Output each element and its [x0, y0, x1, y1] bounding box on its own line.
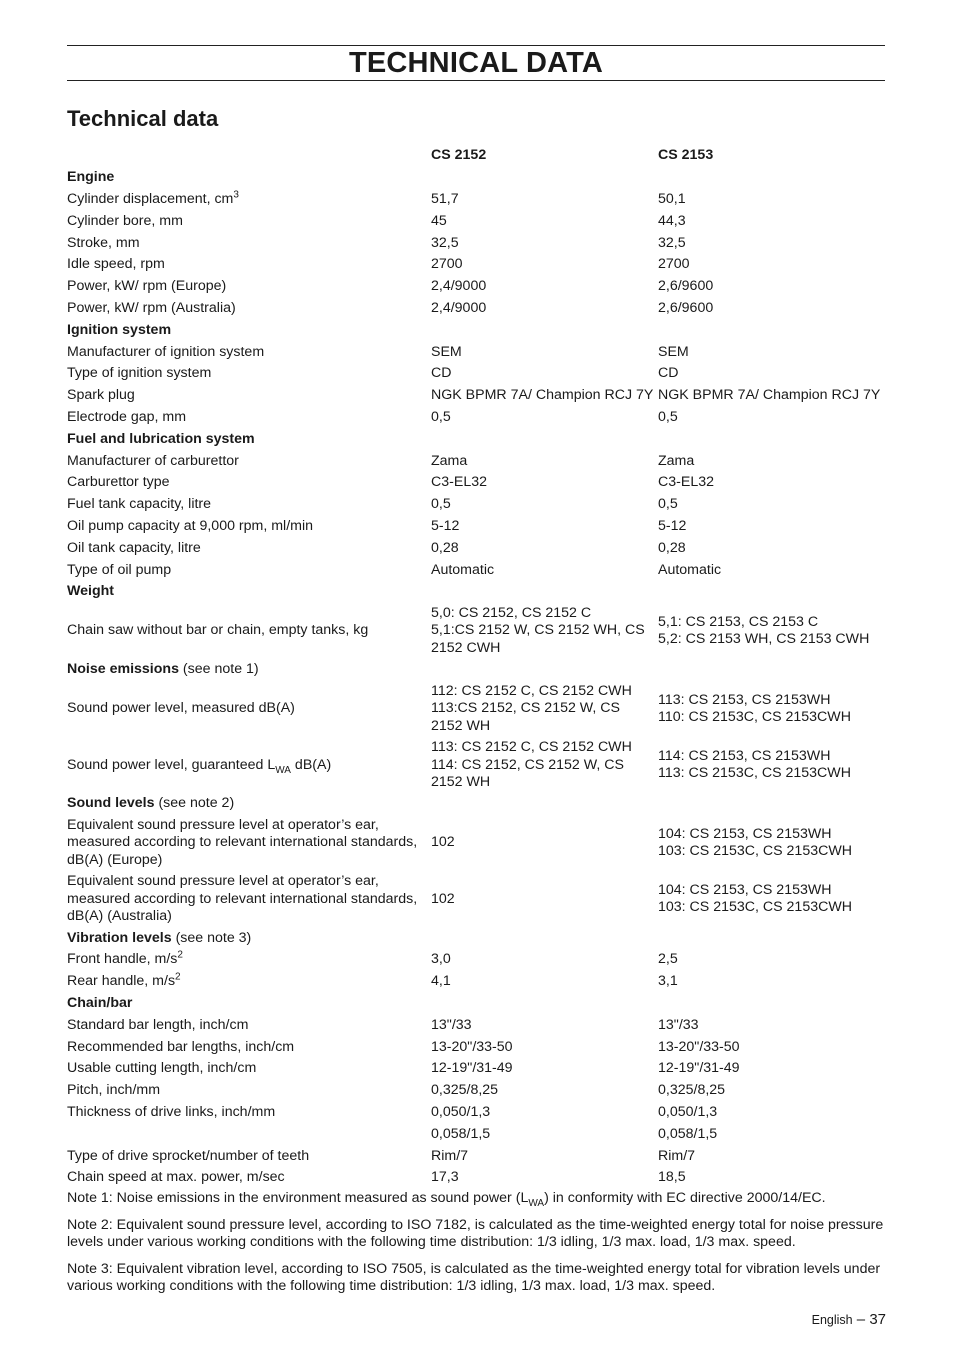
spec-label-text: Recommended bar lengths, inch/cm	[67, 1038, 295, 1055]
section-heading-note: (see note 2)	[154, 795, 235, 812]
spec-label-text: Type of drive sprocket/number of teeth	[67, 1147, 310, 1164]
spec-label-text: Cylinder bore, mm	[67, 212, 183, 229]
empty-cell	[431, 429, 658, 451]
value-model-a	[431, 681, 658, 737]
model-header-empty	[67, 145, 431, 167]
page-header	[67, 45, 885, 81]
value-b-line: 104: CS 2153, CS 2153WH	[658, 825, 832, 842]
value-model-a: 32,5	[431, 234, 459, 251]
spec-label-text: Sound power level, measured dB(A)	[67, 700, 295, 717]
spec-label	[67, 681, 431, 737]
note-1-suffix: ) in conformity with EC directive 2000/14/EC.	[544, 1190, 826, 1206]
section-heading	[67, 793, 431, 815]
value-model-a: 13-20"/33-50	[431, 1038, 513, 1055]
section-heading-row	[67, 659, 887, 681]
value-model-a: NGK BPMR 7A/ Champion RCJ 7Y	[431, 387, 654, 404]
empty-cell	[431, 167, 658, 189]
subscript: WA	[275, 764, 291, 776]
value-model-b: Automatic	[658, 561, 722, 578]
section-heading-row	[67, 581, 887, 603]
value-model-b: Zama	[658, 452, 695, 469]
value-model-b: 0,5	[658, 496, 678, 513]
value-model-a: 0,050/1,3	[431, 1104, 491, 1121]
spec-label	[67, 363, 431, 385]
spec-row	[67, 1145, 887, 1167]
spec-label	[67, 1036, 431, 1058]
spec-row	[67, 298, 887, 320]
spec-label	[67, 971, 431, 993]
spec-label-text: Oil tank capacity, litre	[67, 539, 201, 556]
spec-label-line: dB(A) (Europe)	[67, 851, 163, 868]
section-title: Technical data	[67, 106, 219, 131]
value-model-a	[431, 737, 658, 793]
section-heading-row	[67, 167, 887, 189]
value-model-b: 12-19"/31-49	[658, 1060, 740, 1077]
value-a-line: 5,0: CS 2152, CS 2152 C	[431, 604, 592, 621]
spec-label	[67, 407, 431, 429]
superscript: 2	[175, 971, 181, 983]
spec-label-text: Stroke, mm	[67, 234, 140, 251]
section-heading-text: Weight	[67, 583, 115, 600]
value-model-b	[658, 815, 887, 871]
value-b-line: 113: CS 2153, CS 2153WH	[658, 691, 831, 708]
empty-cell	[658, 927, 887, 949]
value-model-b: 0,5	[658, 408, 678, 425]
spec-label	[67, 189, 431, 211]
value-model-a: 12-19"/31-49	[431, 1060, 513, 1077]
value-model-b: 5-12	[658, 517, 687, 534]
empty-cell	[431, 927, 658, 949]
section-heading-text: Noise emissions	[67, 661, 179, 678]
empty-cell	[431, 659, 658, 681]
spec-label	[67, 737, 431, 793]
value-model-a: 0,058/1,5	[431, 1125, 491, 1142]
spec-label-text: Front handle, m/s	[67, 951, 178, 968]
value-model-a: 4,1	[431, 973, 451, 990]
spec-label	[67, 559, 431, 581]
spec-label-text: Idle speed, rpm	[67, 256, 165, 273]
spec-label-text: Electrode gap, mm	[67, 408, 187, 425]
section-heading-row	[67, 429, 887, 451]
section-heading-text: Vibration levels	[67, 929, 172, 946]
spec-label	[67, 1058, 431, 1080]
spec-row	[67, 1102, 887, 1124]
spec-label-text: Spark plug	[67, 387, 135, 404]
value-model-a: Rim/7	[431, 1147, 469, 1164]
empty-cell	[658, 993, 887, 1015]
spec-row	[67, 254, 887, 276]
spec-label	[67, 341, 431, 363]
value-b-line: 104: CS 2153, CS 2153WH	[658, 881, 832, 898]
spec-label	[67, 298, 431, 320]
section-heading-row	[67, 927, 887, 949]
value-model-b: 13"/33	[658, 1016, 699, 1033]
value-model-a: 0,5	[431, 496, 451, 513]
spec-label-text: Pitch, inch/mm	[67, 1082, 161, 1099]
footer-language: English	[811, 1313, 853, 1327]
empty-cell	[658, 429, 887, 451]
value-a-line: 114: CS 2152, CS 2152 W, CS	[431, 756, 624, 773]
spec-label	[67, 1015, 431, 1037]
value-model-a: 13"/33	[431, 1016, 472, 1033]
section-heading-note: (see note 3)	[171, 929, 252, 946]
spec-label	[67, 871, 431, 927]
spec-label-text: Type of oil pump	[67, 561, 172, 578]
footer-dash: –	[852, 1311, 870, 1328]
spec-row	[67, 971, 887, 993]
empty-cell	[658, 167, 887, 189]
value-model-a: 5-12	[431, 517, 460, 534]
value-model-b: 0,325/8,25	[658, 1082, 726, 1099]
value-model-a: 51,7	[431, 190, 459, 207]
value-model-b: 13-20"/33-50	[658, 1038, 740, 1055]
spec-label-text: Oil pump capacity at 9,000 rpm, ml/min	[67, 517, 314, 534]
spec-label-text: Power, kW/ rpm (Europe)	[67, 278, 227, 295]
spec-label	[67, 211, 431, 233]
value-model-b: 0,28	[658, 539, 686, 556]
value-a-line: 113:CS 2152, CS 2152 W, CS	[431, 700, 621, 717]
spec-label-text: Fuel tank capacity, litre	[67, 496, 212, 513]
value-model-a: 0,28	[431, 539, 459, 556]
value-model-b: C3-EL32	[658, 474, 714, 491]
spec-row	[67, 1080, 887, 1102]
spec-row	[67, 559, 887, 581]
spec-row	[67, 681, 887, 737]
value-model-b	[658, 737, 887, 793]
spec-row	[67, 603, 887, 659]
value-b-line: 114: CS 2153, CS 2153WH	[658, 747, 831, 764]
spec-label-text: Chain saw without bar or chain, empty tanks, kg	[67, 622, 369, 639]
value-a-line: 2152 CWH	[431, 639, 501, 656]
spec-row	[67, 538, 887, 560]
value-model-a: 45	[431, 212, 447, 229]
spec-label-text: Manufacturer of ignition system	[67, 343, 265, 360]
spec-label-text: Manufacturer of carburettor	[67, 452, 239, 469]
spec-label-text: Chain speed at max. power, m/sec	[67, 1169, 285, 1186]
value-model-a: 2,4/9000	[431, 299, 487, 316]
spec-label-text: Sound power level, guaranteed L	[67, 756, 276, 773]
superscript: 2	[177, 949, 183, 961]
spec-label-line: measured according to relevant international standards,	[67, 834, 418, 851]
spec-row	[67, 385, 887, 407]
empty-cell	[658, 793, 887, 815]
spec-row	[67, 871, 887, 927]
page-footer	[812, 1311, 886, 1328]
value-model-b: 44,3	[658, 212, 686, 229]
model-b-header: CS 2153	[658, 147, 714, 164]
spec-row	[67, 516, 887, 538]
value-b-line: 5,2: CS 2153 WH, CS 2153 CWH	[658, 631, 870, 648]
spec-label	[67, 1080, 431, 1102]
section-heading-row	[67, 793, 887, 815]
spec-label-text: Thickness of drive links, inch/mm	[67, 1104, 276, 1121]
section-heading-row	[67, 993, 887, 1015]
spec-label	[67, 1145, 431, 1167]
spec-label	[67, 1124, 431, 1146]
value-model-a: 102	[431, 834, 455, 851]
value-model-a: Zama	[431, 452, 468, 469]
section-heading	[67, 167, 431, 189]
value-model-b: 32,5	[658, 234, 686, 251]
empty-cell	[431, 793, 658, 815]
spec-row	[67, 1058, 887, 1080]
spec-label	[67, 254, 431, 276]
value-model-a: 3,0	[431, 951, 451, 968]
section-heading-row	[67, 320, 887, 342]
value-model-b	[658, 603, 887, 659]
section-heading-text: Ignition system	[67, 321, 172, 338]
value-model-b: 2700	[658, 256, 690, 273]
section-heading-note: (see note 1)	[178, 661, 259, 678]
spec-label	[67, 949, 431, 971]
spec-row	[67, 949, 887, 971]
note-3: Note 3: Equivalent vibration level, according to ISO 7505, is calculated as the time-weighted energy total for vibration levels under various working conditions with the following time distribution: 1/3 idling, 1/3 max. load, 1/3 max. speed.	[67, 1260, 881, 1295]
spec-label-text: Power, kW/ rpm (Australia)	[67, 299, 236, 316]
value-b-line: 110: CS 2153C, CS 2153CWH	[658, 709, 851, 726]
section-heading	[67, 320, 431, 342]
spec-row	[67, 341, 887, 363]
section-heading	[67, 927, 431, 949]
value-model-b: SEM	[658, 343, 689, 360]
value-model-a: 2700	[431, 256, 463, 273]
spec-row	[67, 407, 887, 429]
note-1	[67, 1190, 887, 1208]
spec-label-line: measured according to relevant international standards,	[67, 890, 418, 907]
section-heading	[67, 581, 431, 603]
value-model-a: 102	[431, 890, 455, 907]
spec-label-line: dB(A) (Australia)	[67, 908, 172, 925]
value-b-line: 103: CS 2153C, CS 2153CWH	[658, 899, 852, 916]
empty-cell	[431, 993, 658, 1015]
section-heading-text: Engine	[67, 169, 115, 186]
spec-label	[67, 516, 431, 538]
model-header-row	[67, 145, 887, 167]
section-heading-text: Fuel and lubrication system	[67, 430, 255, 447]
spec-row	[67, 189, 887, 211]
spec-label-line: Equivalent sound pressure level at operator’s ear,	[67, 817, 379, 834]
spec-label	[67, 385, 431, 407]
value-model-b: 2,6/9600	[658, 299, 714, 316]
value-model-b: 0,050/1,3	[658, 1104, 718, 1121]
value-b-line: 103: CS 2153C, CS 2153CWH	[658, 843, 852, 860]
spec-row	[67, 363, 887, 385]
value-model-b: 50,1	[658, 190, 686, 207]
spec-label-text: Carburettor type	[67, 474, 170, 491]
spec-label	[67, 1102, 431, 1124]
spec-label	[67, 472, 431, 494]
note-1-sub: WA	[528, 1197, 545, 1209]
value-model-b	[658, 871, 887, 927]
value-model-b: NGK BPMR 7A/ Champion RCJ 7Y	[658, 387, 881, 404]
value-model-a: SEM	[431, 343, 462, 360]
spec-label-text: Standard bar length, inch/cm	[67, 1016, 249, 1033]
value-model-b: 18,5	[658, 1169, 686, 1186]
spec-label-text: Rear handle, m/s	[67, 973, 176, 990]
note-2: Note 2: Equivalent sound pressure level, according to ISO 7182, is calculated as the time-weighted energy total for noise pressure levels under various working conditions with the following time distribution: 1/3 idling, 1/3 max. load, 1/3 max. speed.	[67, 1216, 884, 1251]
value-model-a: Automatic	[431, 561, 495, 578]
value-model-b: 2,5	[658, 951, 678, 968]
value-model-a: CD	[431, 365, 452, 382]
empty-cell	[658, 581, 887, 603]
spec-row	[67, 815, 887, 871]
value-model-a: 17,3	[431, 1169, 459, 1186]
value-model-b: 2,6/9600	[658, 278, 714, 295]
spec-label	[67, 603, 431, 659]
page-number: 37	[869, 1311, 886, 1328]
spec-table	[67, 145, 887, 1189]
spec-row	[67, 472, 887, 494]
empty-cell	[658, 659, 887, 681]
section-heading-text: Sound levels	[67, 795, 155, 812]
value-a-line: 113: CS 2152 C, CS 2152 CWH	[431, 739, 632, 756]
section-heading	[67, 429, 431, 451]
value-model-a: 0,325/8,25	[431, 1082, 499, 1099]
page-title: TECHNICAL DATA	[348, 47, 604, 79]
empty-cell	[431, 320, 658, 342]
spec-row	[67, 1015, 887, 1037]
spec-label-suffix: dB(A)	[290, 756, 332, 773]
superscript: 3	[233, 189, 239, 201]
value-a-line: 2152 WH	[431, 717, 491, 734]
spec-row	[67, 232, 887, 254]
note-1-prefix: Note 1: Noise emissions in the environment measured as sound power (L	[67, 1190, 529, 1206]
notes	[67, 1190, 887, 1305]
spec-row	[67, 1124, 887, 1146]
value-model-b: 0,058/1,5	[658, 1125, 718, 1142]
value-model-b: Rim/7	[658, 1147, 696, 1164]
section-heading-text: Chain/bar	[67, 995, 133, 1012]
spec-row	[67, 1036, 887, 1058]
value-a-line: 112: CS 2152 C, CS 2152 CWH	[431, 682, 632, 699]
value-model-a: C3-EL32	[431, 474, 487, 491]
spec-label	[67, 1167, 431, 1189]
spec-label	[67, 232, 431, 254]
value-a-line: 2152 WH	[431, 773, 491, 790]
spec-label	[67, 815, 431, 871]
value-model-b: CD	[658, 365, 679, 382]
value-b-line: 5,1: CS 2153, CS 2153 C	[658, 613, 819, 630]
spec-row	[67, 276, 887, 298]
empty-cell	[658, 320, 887, 342]
spec-label-text: Usable cutting length, inch/cm	[67, 1060, 257, 1077]
value-model-a: 0,5	[431, 408, 451, 425]
section-heading	[67, 659, 431, 681]
value-model-a: 2,4/9000	[431, 278, 487, 295]
value-model-a	[431, 603, 658, 659]
spec-label-text: Cylinder displacement, cm	[67, 190, 234, 207]
spec-row	[67, 737, 887, 793]
spec-row	[67, 211, 887, 233]
section-heading	[67, 993, 431, 1015]
spec-label	[67, 276, 431, 298]
spec-label-text: Type of ignition system	[67, 365, 212, 382]
value-model-b: 3,1	[658, 973, 678, 990]
empty-cell	[431, 581, 658, 603]
spec-row	[67, 1167, 887, 1189]
spec-row	[67, 450, 887, 472]
spec-label	[67, 494, 431, 516]
value-model-b	[658, 681, 887, 737]
value-a-line: 5,1:CS 2152 W, CS 2152 WH, CS	[431, 622, 645, 639]
spec-label-line: Equivalent sound pressure level at operator’s ear,	[67, 873, 379, 890]
spec-row	[67, 494, 887, 516]
spec-label	[67, 538, 431, 560]
model-a-header: CS 2152	[431, 147, 487, 164]
value-b-line: 113: CS 2153C, CS 2153CWH	[658, 765, 851, 782]
spec-label	[67, 450, 431, 472]
